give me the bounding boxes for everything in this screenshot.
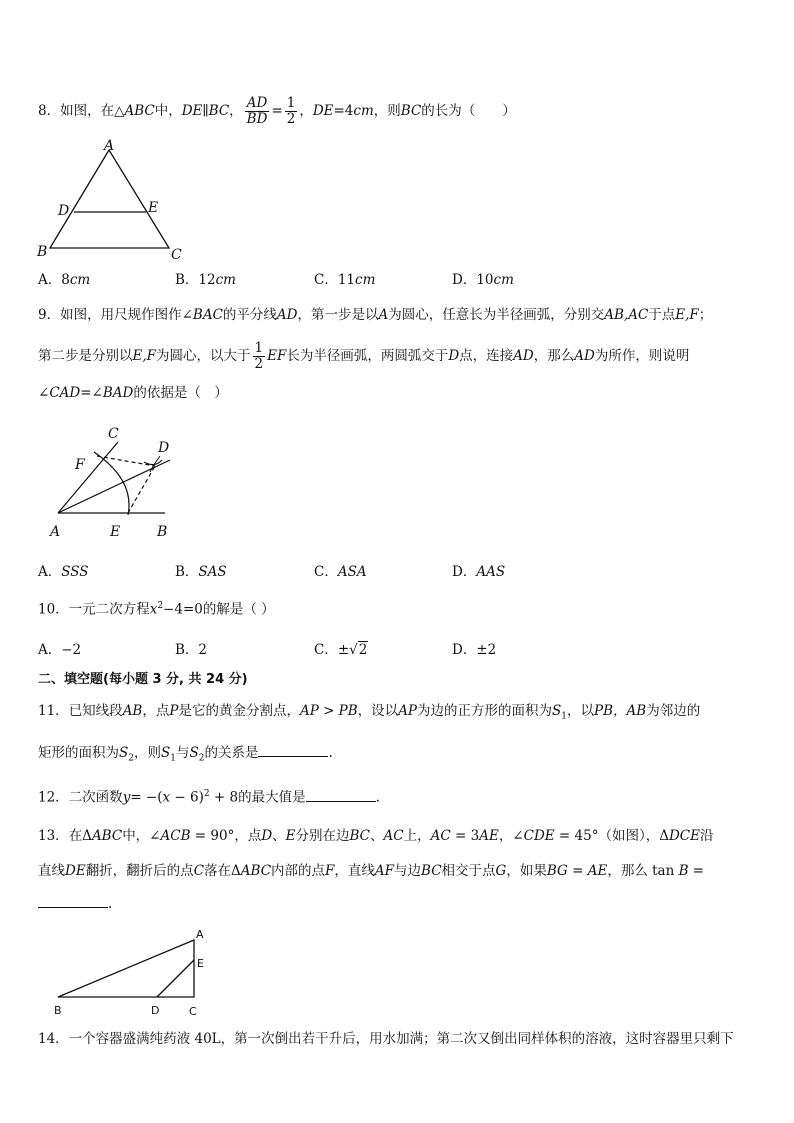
segment-de	[157, 960, 194, 997]
label-c: C	[189, 1005, 197, 1018]
q9-stem-line2: 第二步是分别以E,F为圆心，以大于 $\frac{1}{2}$ EF长为半径画弧，两圆弧交于D点，连接AD，那么AD为所作，则说明	[38, 340, 690, 372]
label-c: C	[171, 247, 182, 263]
q9-option-b[interactable]: B．SAS	[175, 564, 227, 580]
label-d: D	[58, 203, 70, 219]
answer-blank[interactable]	[38, 893, 108, 908]
q13-stem-line2: 直线DE翻折，翻折后的点C落在ΔABC内部的点F，直线AF与边BC相交于点G，如果BG = AE，那么 tan B =	[38, 863, 705, 879]
q10-option-c[interactable]: C．±√2	[314, 642, 368, 658]
q8-stem: 8．如图，在△ABC中，DE∥BC， $\frac{AD}{BD}$ = $\frac{1}{2}$ ，DE=4cm，则BC的长为（ ）	[38, 95, 516, 127]
ray-ac	[58, 442, 118, 513]
label-f: F	[75, 457, 85, 473]
q13-stem-line1: 13．在ΔABC中，∠ACB = 90°，点D、E分别在边BC、AC上，AC = 3AE，∠CDE = 45°（如图），ΔDCE沿	[38, 828, 714, 844]
answer-blank[interactable]	[306, 787, 376, 802]
q10-option-a[interactable]: A．−2	[38, 642, 82, 658]
q10-option-d[interactable]: D．±2	[452, 642, 497, 658]
label-e: E	[197, 957, 204, 970]
label-b: B	[157, 524, 168, 540]
q8-option-d[interactable]: D．10cm	[452, 272, 514, 288]
q9-option-d[interactable]: D．AAS	[452, 564, 506, 580]
label-d: D	[158, 440, 170, 456]
q12-stem: 12．二次函数$y= -(x - 6)^2 + 8$的最大值是 .	[38, 784, 380, 808]
fraction-one-half-q9: $\frac{1}{2}$	[254, 340, 264, 372]
label-e: E	[110, 524, 121, 540]
label-a: A	[50, 524, 61, 540]
q14-stem: 14．一个容器盛满纯药液 40L，第一次倒出若干升后，用水加满；第二次又倒出同样体积的溶液，这时容器里只剩下	[38, 1031, 734, 1047]
q8-option-b[interactable]: B．12cm	[175, 272, 236, 288]
label-b: B	[37, 244, 48, 260]
label-b: B	[54, 1004, 62, 1017]
triangle-abc	[50, 150, 169, 248]
fraction-one-half: $\frac{1}{2}$	[286, 95, 296, 127]
q8-option-a[interactable]: A．8cm	[38, 272, 91, 288]
answer-blank[interactable]	[258, 742, 328, 757]
q10-stem: 10．一元二次方程$x^2-4=0$的解是（ ）	[38, 601, 275, 618]
q9-stem-line1: 9．如图，用尺规作图作∠BAC的平分线AD，第一步是以A为圆心，任意长为半径画弧，分别交AB,AC于点E,F；	[38, 307, 713, 323]
q9-option-c[interactable]: C．ASA	[314, 564, 367, 580]
q8-triangle-figure	[34, 138, 194, 263]
q8-options	[38, 268, 758, 288]
label-c: C	[108, 426, 119, 442]
label-a: A	[104, 138, 115, 154]
arc-ef	[94, 452, 129, 515]
q9-angle-bisector-figure	[40, 420, 190, 545]
q13-stem-line3: .	[38, 893, 112, 914]
q9-option-a[interactable]: A．SSS	[38, 564, 89, 580]
q8-option-c[interactable]: C．11cm	[314, 272, 376, 288]
label-a: A	[196, 928, 204, 941]
q13-right-triangle-figure	[50, 925, 220, 1025]
q11-stem-line1: 11．已知线段AB，点P是它的黄金分割点，AP > PB，设以AP为边的正方形的面积为$S_1$，以PB，AB为邻边的	[38, 703, 701, 722]
sqrt-sign-icon: √	[349, 642, 358, 658]
q11-stem-line2: 矩形的面积为$S_2$，则$S_1$与$S_2$的关系是 .	[38, 742, 333, 769]
section-fill-in-title: 二、填空题(每小题 3 分, 共 24 分)	[38, 672, 248, 687]
label-e: E	[148, 200, 159, 216]
q10-options	[38, 638, 758, 658]
triangle-abc	[58, 940, 194, 997]
fraction-ad-bd: $\frac{AD}{BD}$	[246, 95, 268, 127]
q10-option-b[interactable]: B．2	[175, 642, 208, 658]
q9-options	[38, 560, 758, 580]
q9-stem-line3: ∠CAD=∠BAD的依据是（ ）	[38, 385, 228, 401]
label-d: D	[151, 1004, 160, 1017]
